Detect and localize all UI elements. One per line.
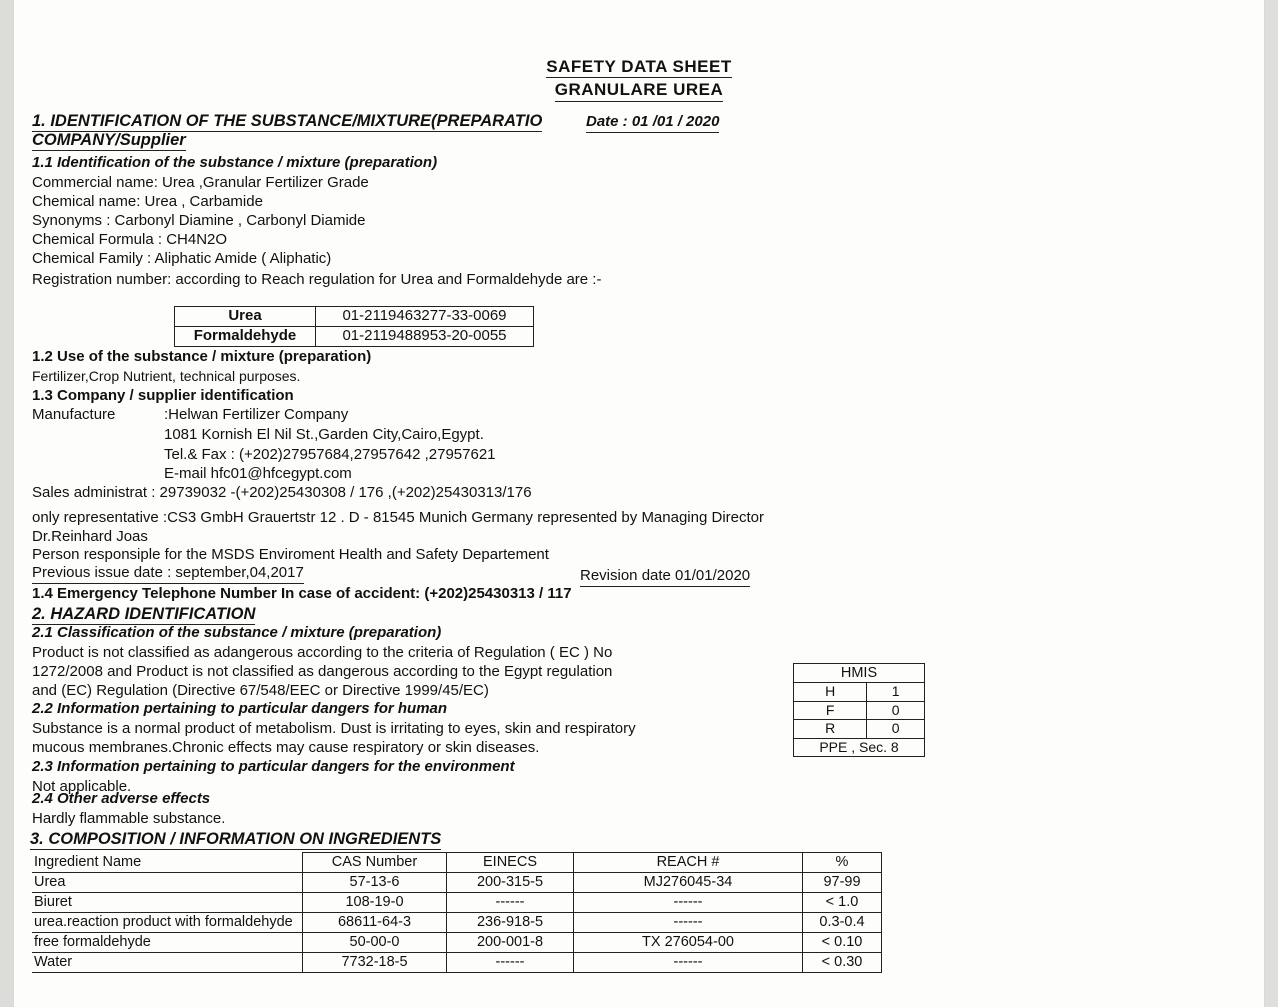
section-2-4-heading: 2.4 Other adverse effects	[32, 790, 211, 807]
use-text: Fertilizer,Crop Nutrient, technical purposes.	[32, 368, 301, 384]
cell-reach: ------	[574, 893, 803, 913]
table-row	[794, 701, 925, 720]
commercial-name: Commercial name: Urea ,Granular Fertilizer Grade	[32, 174, 369, 191]
cell-ingredient: urea.reaction product with formaldehyde	[32, 913, 303, 933]
title-line-1: SAFETY DATA SHEET	[546, 56, 731, 78]
table-row	[794, 683, 925, 702]
title-line-2: GRANULARE UREA	[555, 79, 724, 101]
document-content	[14, 0, 1264, 1007]
person-responsible: Person responsiple for the MSDS Enviroment Health and Safety Departement	[32, 546, 549, 563]
registration-substance: Urea	[175, 307, 316, 327]
section-2-4-text: Hardly flammable substance.	[32, 810, 226, 827]
section-2-2-heading: 2.2 Information pertaining to particular dangers for human	[32, 700, 448, 717]
registration-substance: Formaldehyde	[175, 326, 316, 346]
table-row	[32, 933, 882, 953]
column-header-reach: REACH #	[574, 853, 803, 873]
section-1-heading-line2: COMPANY/Supplier	[32, 131, 186, 151]
sales-administration: Sales administrat : 29739032 -(+202)25430308 / 176 ,(+202)25430313/176	[32, 484, 532, 501]
company-email: E-mail hfc01@hfcegypt.com	[164, 465, 352, 482]
table-row	[32, 873, 882, 893]
hmis-ppe: PPE , Sec. 8	[794, 738, 925, 757]
manufacture-value: :Helwan Fertilizer Company	[164, 406, 349, 423]
hmis-title: HMIS	[794, 664, 925, 683]
section-2-2-text-line1: Substance is a normal product of metabolism. Dust is irritating to eyes, skin and respiratory	[32, 720, 636, 737]
cell-cas: 50-00-0	[303, 933, 447, 953]
only-representative-line2: Dr.Reinhard Joas	[32, 528, 148, 545]
cell-reach: TX 276054-00	[574, 933, 803, 953]
manufacture-label: Manufacture	[32, 406, 116, 423]
only-representative: only representative :CS3 GmbH Grauertstr 12 . D - 81545 Munich Germany represented by Managing Director	[32, 509, 764, 526]
cell-einecs: 236-918-5	[447, 913, 574, 933]
cell-percent: < 0.30	[803, 953, 882, 973]
table-header-row	[32, 853, 882, 873]
registration-number-note: Registration number: according to Reach regulation for Urea and Formaldehyde are :-	[32, 271, 602, 288]
section-1-heading: 1. IDENTIFICATION OF THE SUBSTANCE/MIXTURE(PREPARATIO	[32, 112, 542, 132]
section-3-heading: 3. COMPOSITION / INFORMATION ON INGREDIENTS	[30, 830, 441, 850]
cell-ingredient: free formaldehyde	[32, 933, 303, 953]
section-2-1-text-line1: Product is not classified as adangerous according to the criteria of Regulation ( EC ) No	[32, 644, 613, 661]
column-header-einecs: EINECS	[447, 853, 574, 873]
page-right-margin	[1264, 0, 1278, 1007]
chemical-family: Chemical Family : Aliphatic Amide ( Aliphatic)	[32, 250, 332, 267]
page-left-margin	[0, 0, 14, 1007]
section-1-date: Date : 01 /01 / 2020	[586, 114, 719, 133]
section-2-3-text: Not applicable.	[32, 778, 132, 795]
hmis-label: F	[794, 701, 867, 720]
cell-percent: 97-99	[803, 873, 882, 893]
cell-einecs: ------	[447, 893, 574, 913]
synonyms: Synonyms : Carbonyl Diamine , Carbonyl Diamide	[32, 212, 366, 229]
table-row	[794, 664, 925, 683]
table-row	[32, 913, 882, 933]
cell-ingredient: Biuret	[32, 893, 303, 913]
cell-percent: 0.3-0.4	[803, 913, 882, 933]
company-address: 1081 Kornish El Nil St.,Garden City,Cairo,Egypt.	[164, 426, 484, 443]
section-2-1-text-line2: 1272/2008 and Product is not classified as dangerous according to the Egypt regulation	[32, 663, 613, 680]
hmis-value: 0	[867, 720, 925, 739]
registration-numbers-table	[174, 306, 534, 347]
section-2-heading: 2. HAZARD IDENTIFICATION	[32, 605, 255, 625]
hmis-value: 0	[867, 701, 925, 720]
cell-cas: 7732-18-5	[303, 953, 447, 973]
cell-cas: 68611-64-3	[303, 913, 447, 933]
cell-einecs: 200-001-8	[447, 933, 574, 953]
composition-table	[32, 852, 882, 973]
column-header-cas: CAS Number	[303, 853, 447, 873]
column-header-percent: %	[803, 853, 882, 873]
cell-einecs: 200-315-5	[447, 873, 574, 893]
table-row	[32, 893, 882, 913]
revision-date: Revision date 01/01/2020	[580, 568, 750, 587]
cell-reach: ------	[574, 913, 803, 933]
section-1-1-heading: 1.1 Identification of the substance / mixture (preparation)	[32, 154, 438, 171]
section-1-3-heading: 1.3 Company / supplier identification	[32, 387, 294, 404]
section-2-2-text-line2: mucous membranes.Chronic effects may cause respiratory or skin diseases.	[32, 739, 540, 756]
hmis-value: 1	[867, 683, 925, 702]
chemical-name: Chemical name: Urea , Carbamide	[32, 193, 263, 210]
cell-cas: 57-13-6	[303, 873, 447, 893]
previous-issue-date: Previous issue date : september,04,2017	[32, 565, 304, 584]
document-title	[14, 56, 1264, 102]
table-row	[794, 720, 925, 739]
cell-ingredient: Urea	[32, 873, 303, 893]
table-row	[794, 738, 925, 757]
cell-reach: ------	[574, 953, 803, 973]
column-header-ingredient: Ingredient Name	[32, 853, 303, 873]
hmis-label: H	[794, 683, 867, 702]
section-2-3-heading: 2.3 Information pertaining to particular dangers for the environment	[32, 758, 515, 775]
cell-percent: < 1.0	[803, 893, 882, 913]
hmis-label: R	[794, 720, 867, 739]
chemical-formula: Chemical Formula : CH4N2O	[32, 231, 228, 248]
registration-value: 01-2119463277-33-0069	[316, 307, 534, 327]
cell-cas: 108-19-0	[303, 893, 447, 913]
table-row	[175, 326, 534, 346]
section-2-1-text-line3: and (EC) Regulation (Directive 67/548/EEC or Directive 1999/45/EC)	[32, 682, 489, 699]
cell-ingredient: Water	[32, 953, 303, 973]
document-sheet	[14, 0, 1264, 1007]
hmis-table	[793, 663, 925, 757]
cell-einecs: ------	[447, 953, 574, 973]
table-row	[32, 953, 882, 973]
section-1-4-heading: 1.4 Emergency Telephone Number In case of accident: (+202)25430313 / 117	[32, 585, 572, 602]
cell-percent: < 0.10	[803, 933, 882, 953]
registration-value: 01-2119488953-20-0055	[316, 326, 534, 346]
company-telephone: Tel.& Fax : (+202)27957684,27957642 ,27957621	[164, 446, 496, 463]
cell-reach: MJ276045-34	[574, 873, 803, 893]
section-1-2-heading: 1.2 Use of the substance / mixture (preparation)	[32, 348, 372, 365]
table-row	[175, 307, 534, 327]
section-2-1-heading: 2.1 Classification of the substance / mixture (preparation)	[32, 624, 442, 641]
